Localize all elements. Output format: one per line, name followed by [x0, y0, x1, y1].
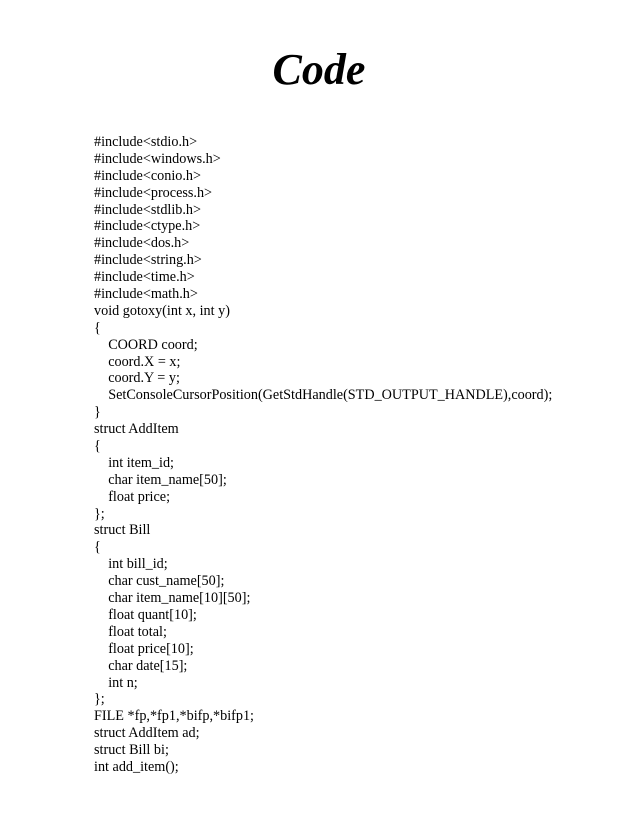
code-line: coord.Y = y;: [94, 370, 180, 387]
code-line: #include<math.h>: [94, 286, 198, 303]
code-line: int bill_id;: [94, 556, 168, 573]
code-line: int add_item();: [94, 758, 179, 775]
page-title: Code: [272, 45, 366, 94]
code-line: FILE *fp,*fp1,*bifp,*bifp1;: [94, 708, 254, 725]
code-line: struct AddItem: [94, 421, 179, 438]
code-listing: [94, 134, 614, 776]
code-line: char cust_name[50];: [94, 573, 225, 590]
code-line: #include<process.h>: [94, 184, 213, 201]
code-line: #include<time.h>: [94, 269, 195, 286]
code-line: #include<ctype.h>: [94, 218, 201, 235]
code-line: int n;: [94, 674, 138, 691]
code-line: {: [94, 319, 101, 336]
code-line: float price;: [94, 488, 171, 505]
code-line: float total;: [94, 623, 167, 640]
code-line: #include<stdio.h>: [94, 134, 198, 150]
code-line: }: [94, 404, 101, 421]
code-line: #include<dos.h>: [94, 235, 190, 252]
code-line: {: [94, 438, 101, 455]
code-line: struct Bill bi;: [94, 742, 169, 759]
code-line: int item_id;: [94, 454, 174, 471]
code-line: #include<windows.h>: [94, 150, 221, 167]
code-line: coord.X = x;: [94, 353, 181, 370]
code-line: char date[15];: [94, 657, 188, 674]
code-line: #include<stdlib.h>: [94, 201, 202, 218]
code-line: COORD coord;: [94, 336, 198, 353]
code-line: #include<conio.h>: [94, 167, 202, 184]
code-line: char item_name[50];: [94, 471, 227, 488]
code-line: {: [94, 539, 101, 556]
code-line: struct Bill: [94, 522, 151, 539]
code-line: SetConsoleCursorPosition(GetStdHandle(STD_OUTPUT_HANDLE),coord);: [94, 387, 553, 404]
code-line: struct AddItem ad;: [94, 725, 200, 742]
code-line: void gotoxy(int x, int y): [94, 302, 230, 319]
code-line: };: [94, 505, 105, 522]
code-line: float quant[10];: [94, 606, 197, 623]
code-line: };: [94, 691, 105, 708]
code-line: char item_name[10][50];: [94, 590, 251, 607]
code-line: float price[10];: [94, 640, 194, 657]
code-line: #include<string.h>: [94, 252, 202, 269]
